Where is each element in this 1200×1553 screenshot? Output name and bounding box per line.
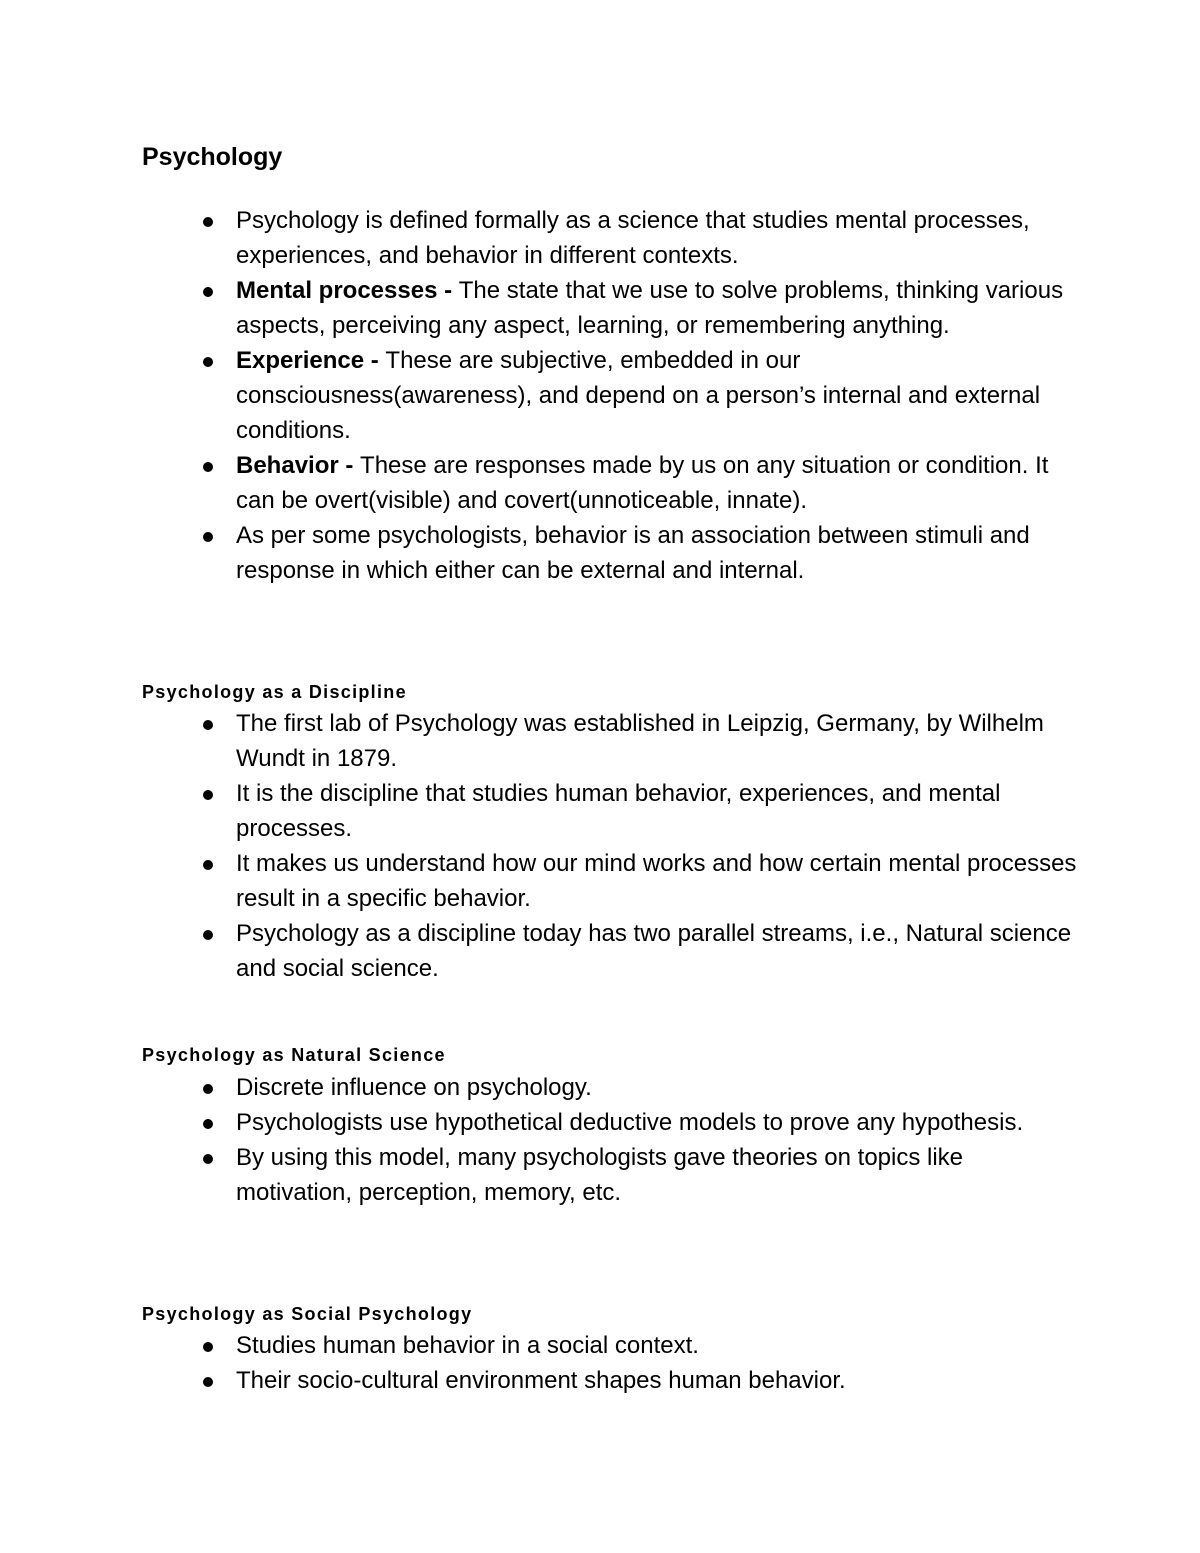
bullet-icon (203, 462, 213, 472)
list-item-text: Discrete influence on psychology. (236, 1074, 592, 1101)
list-item-text: Their socio-cultural environment shapes human behavior. (236, 1367, 846, 1394)
list-item (0, 518, 1200, 588)
bullet-icon (203, 217, 213, 227)
natural-science-list (0, 1070, 1200, 1210)
bullet-icon (203, 1154, 213, 1164)
bullet-icon (203, 1377, 213, 1387)
intro-list (0, 203, 1200, 588)
document-title: Psychology (142, 143, 283, 171)
list-item-term: Behavior - (236, 452, 361, 479)
list-item-text: Psychologists use hypothetical deductive models to prove any hypothesis. (236, 1109, 1024, 1136)
list-item (0, 916, 1200, 986)
list-item (0, 1328, 1200, 1363)
list-item-text: By using this model, many psychologists gave theories on topics like motivation, perception, memory, etc. (236, 1144, 964, 1206)
bullet-icon (203, 357, 213, 367)
list-item-text: These are responses made by us on any situation or condition. It can be overt(visible) and covert(unnoticeable, innate). (236, 452, 1049, 514)
list-item (0, 1140, 1200, 1210)
bullet-icon (203, 1119, 213, 1129)
discipline-list (0, 706, 1200, 986)
list-item (0, 448, 1200, 518)
list-item (0, 1105, 1200, 1140)
list-item-text: As per some psychologists, behavior is an association between stimuli and response in which either can be external and internal. (236, 522, 1030, 584)
bullet-icon (203, 930, 213, 940)
list-item-text: It makes us understand how our mind works and how certain mental processes result in a specific behavior. (236, 850, 1077, 912)
list-item-text: The first lab of Psychology was established in Leipzig, Germany, by Wilhelm Wundt in 1879. (236, 710, 1044, 772)
list-item (0, 776, 1200, 846)
list-item (0, 846, 1200, 916)
bullet-icon (203, 860, 213, 870)
bullet-icon (203, 1084, 213, 1094)
list-item-text: It is the discipline that studies human behavior, experiences, and mental processes. (236, 780, 1001, 842)
list-item (0, 1363, 1200, 1398)
social-psychology-list (0, 1328, 1200, 1398)
list-item-term: Mental processes - (236, 277, 459, 304)
list-item (0, 203, 1200, 273)
list-item (0, 706, 1200, 776)
section-heading-discipline: Psychology as a Discipline (142, 682, 407, 702)
list-item (0, 343, 1200, 448)
list-item (0, 1070, 1200, 1105)
list-item-text: Psychology is defined formally as a science that studies mental processes, experiences, and behavior in different contexts. (236, 207, 1030, 269)
list-item-text: Psychology as a discipline today has two parallel streams, i.e., Natural science and social science. (236, 920, 1072, 982)
bullet-icon (203, 790, 213, 800)
section-heading-natural-science: Psychology as Natural Science (142, 1045, 446, 1065)
list-item-text: Studies human behavior in a social context. (236, 1332, 699, 1359)
list-item (0, 273, 1200, 343)
bullet-icon (203, 1342, 213, 1352)
list-item-text: The state that we use to solve problems, thinking various aspects, perceiving any aspect, learning, or remembering anything. (236, 277, 1064, 339)
bullet-icon (203, 720, 213, 730)
bullet-icon (203, 532, 213, 542)
section-heading-social-psychology: Psychology as Social Psychology (142, 1304, 473, 1324)
bullet-icon (203, 287, 213, 297)
list-item-term: Experience - (236, 347, 386, 374)
list-item-text: These are subjective, embedded in our consciousness(awareness), and depend on a person’s internal and external conditions. (236, 347, 1041, 444)
